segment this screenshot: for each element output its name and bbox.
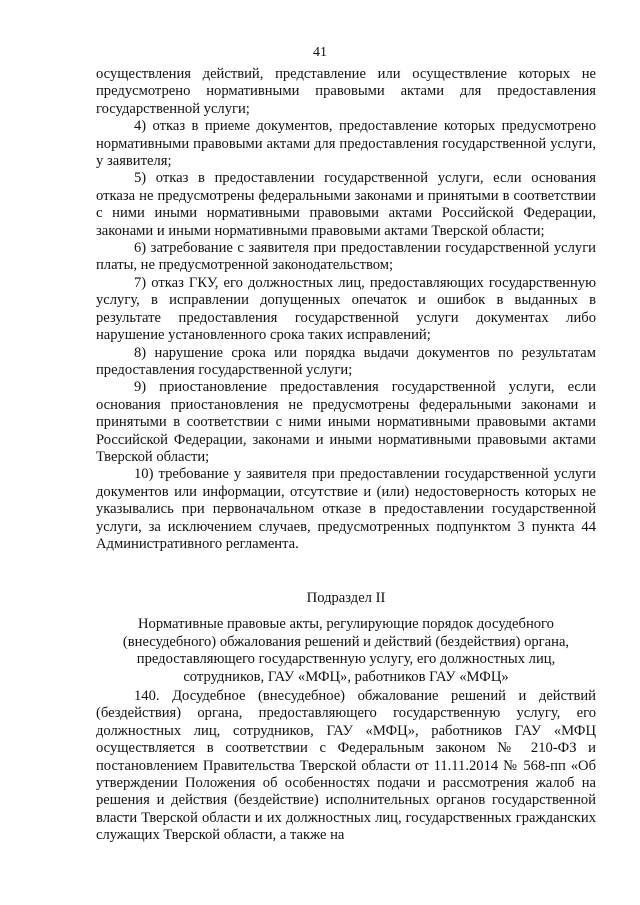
page-number: 41 <box>313 45 327 60</box>
list-item-4: 4) отказ в приеме документов, предоставление которых предусмотрено нормативными правовыми актами для предоставления государственной услуги, у заявителя; <box>96 118 596 170</box>
list-item-6: 6) затребование с заявителя при предоставлении государственной услуги платы, не предусмотренной законодательством; <box>96 240 596 274</box>
list-item-10: 10) требование у заявителя при предоставлении государственной услуги документов или информации, отсутствие и (или) недостоверность которых не указывались при первоначальном отказе в предоставлении государственной услуги, за исключением случаев, предусмотренных подпунктом 3 пункта 44 Административного регламента. <box>96 466 596 552</box>
article-140 <box>96 688 596 845</box>
list-item-9: 9) приостановление предоставления государственной услуги, если основания приостановления не предусмотрены федеральными законами и принятыми в соответствии с ними иными нормативными правовыми актами Российской Федерации, законами и иными нормативными правовыми актами Тверской области; <box>96 379 596 465</box>
list-of-violations <box>96 66 596 553</box>
section-heading <box>96 590 596 686</box>
list-item-7: 7) отказ ГКУ, его должностных лиц, предоставляющих государственную услугу, в исправлении допущенных опечаток и ошибок в выданных в результате предоставления государственной услуги документах либо нарушение установленного срока таких исправлений; <box>96 274 596 344</box>
list-item-8: 8) нарушение срока или порядка выдачи документов по результатам предоставления государственной услуги; <box>96 344 596 378</box>
list-item-5: 5) отказ в предоставлении государственной услуги, если основания отказа не предусмотрены федеральными законами и принятыми в соответствии с ними иными нормативными правовыми актами Российской Федерации, законами и иными нормативными правовыми актами Тверской области; <box>96 170 596 239</box>
list-item-continuation: осуществления действий, представление или осуществление которых не предусмотрено нормативными правовыми актами для предоставления государственной услуги; <box>96 66 596 117</box>
section-subtitle: Подраздел II <box>306 590 386 606</box>
article-140-text: 140. Досудебное (внесудебное) обжалование решений и действий (бездействия) органа, предоставляющего государственную услугу, его должностных лиц, сотрудников, ГАУ «МФЦ», работников ГАУ «МФЦ осуществляется в соответствии с Федеральным законом № 210-ФЗ и постановлением Правительства Тверской области от 11.11.2014 № 568-пп «Об утверждении Положения об особенностях подачи и рассмотрения жалоб на решения и действия (бездействие) исполнительных органов государственной власти Тверской области и их должностных лиц, государственных гражданских служащих Тверской области, а также на <box>96 688 596 844</box>
section-title: Нормативные правовые акты, регулирующие порядок досудебного (внесудебного) обжалования решений и действий (бездействия) органа, предоставляющего государственную услугу, его должностных лиц, сотрудников, ГАУ «МФЦ», работников ГАУ «МФЦ» <box>122 616 570 685</box>
